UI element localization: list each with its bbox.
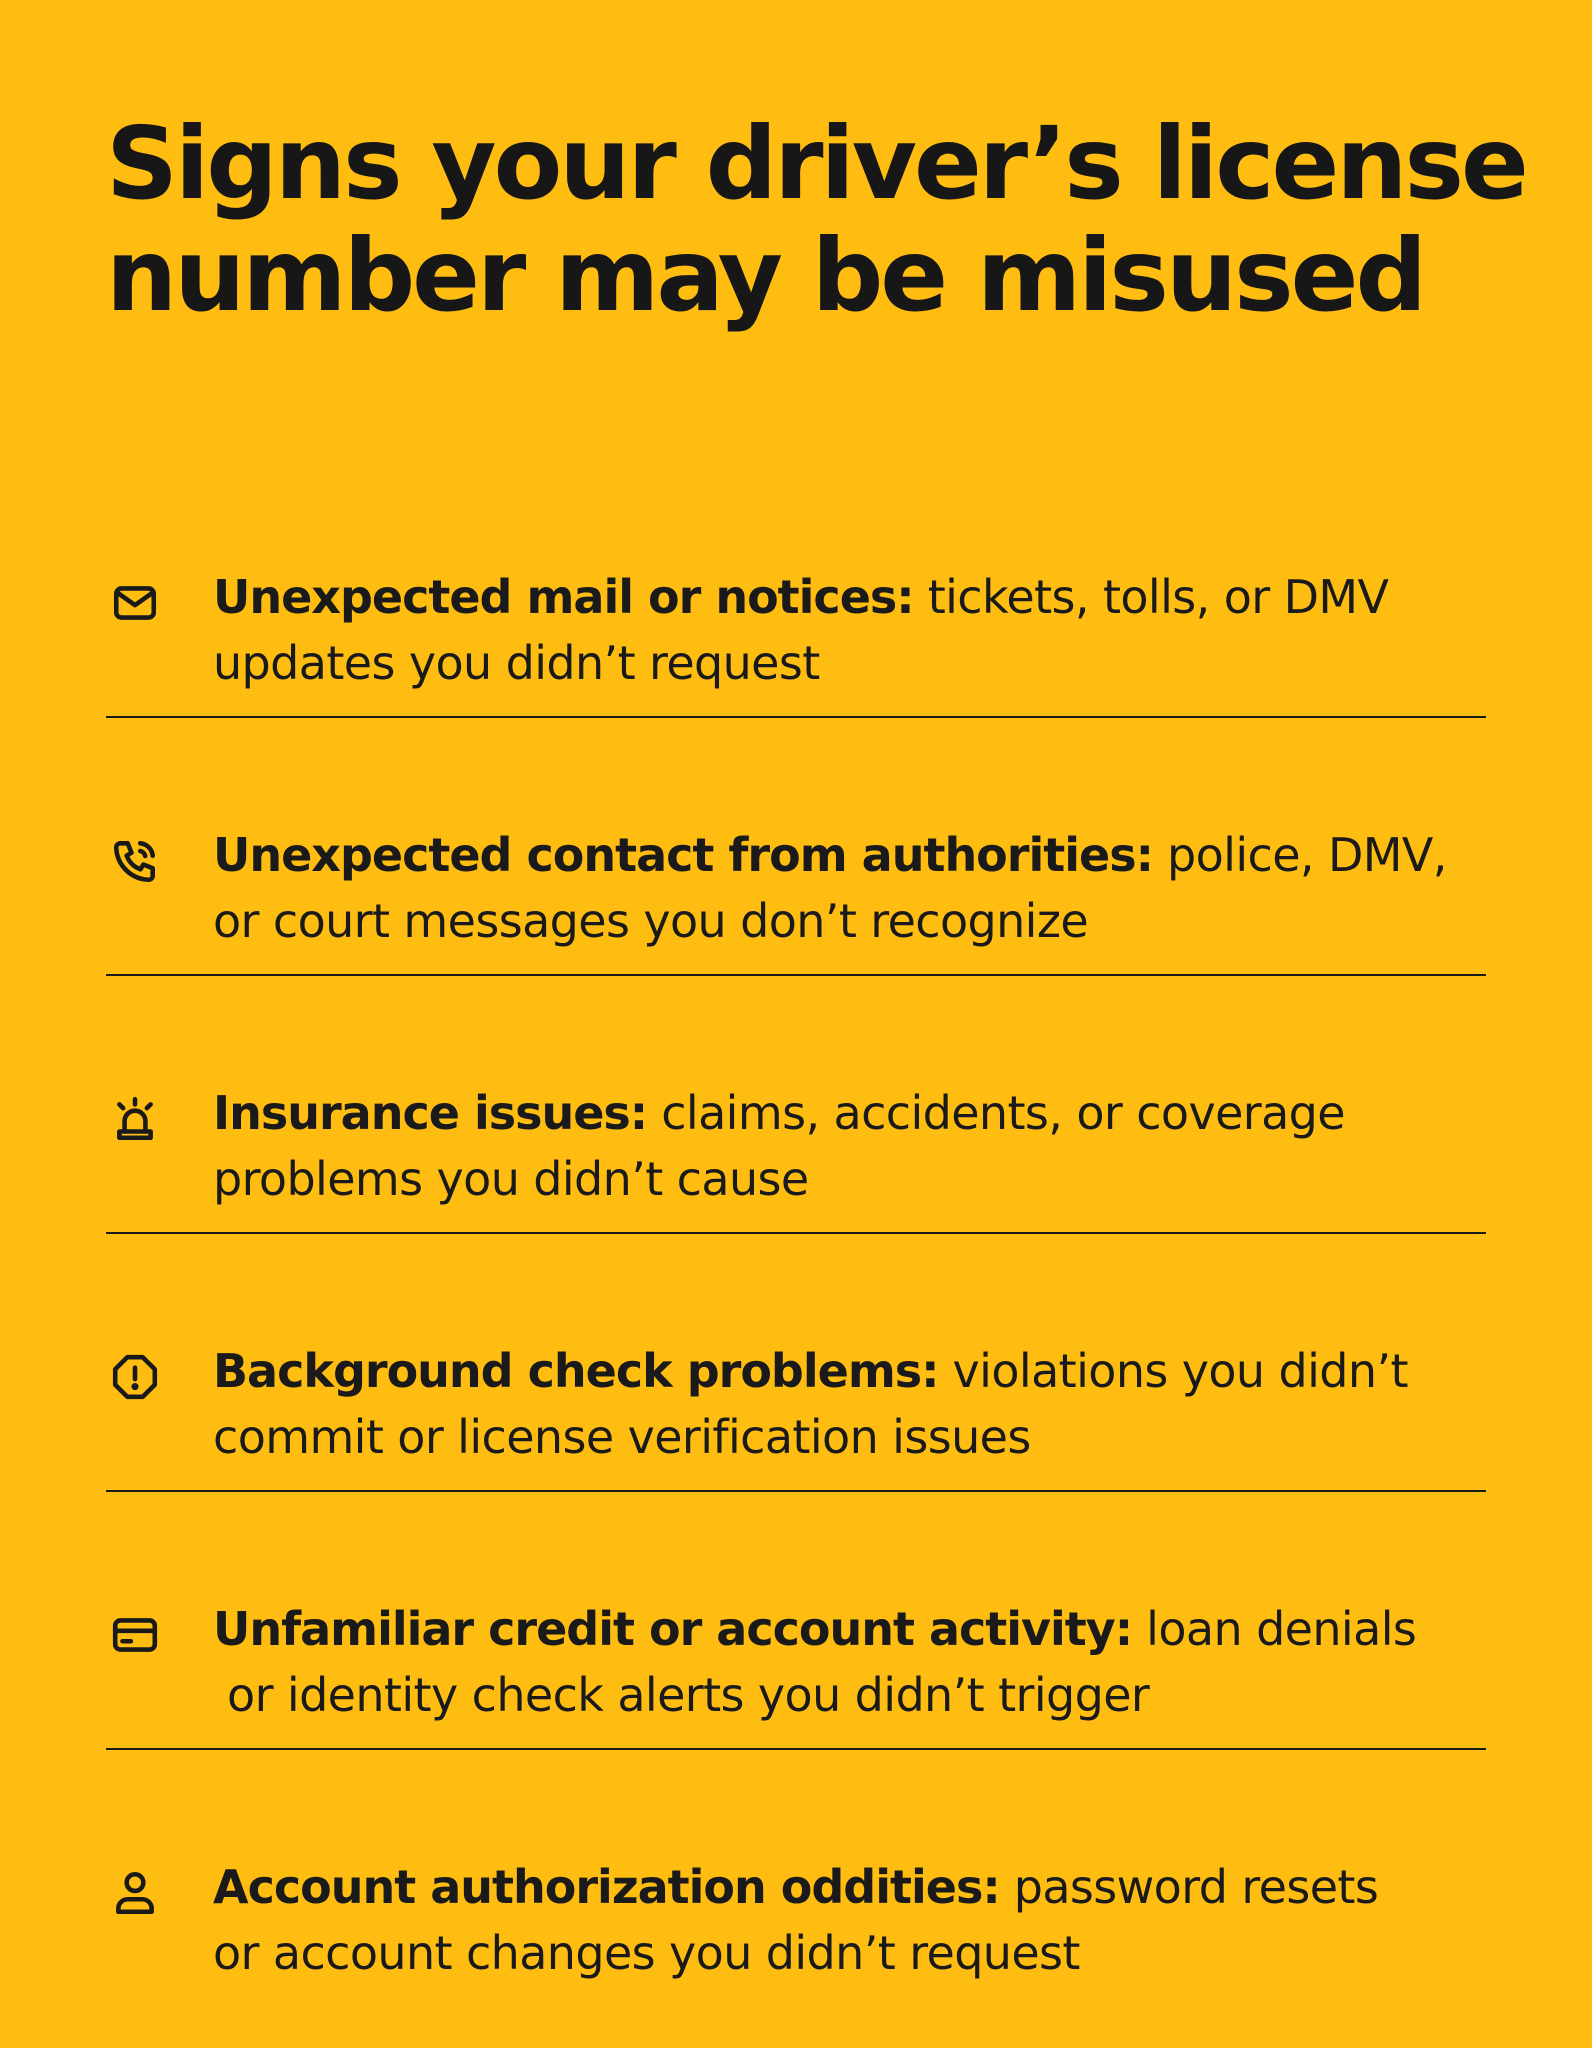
- page-title-line-1: Signs your driver’s license: [106, 105, 1526, 222]
- list-item-description: tickets, tolls, or DMV: [913, 570, 1389, 624]
- user-icon: [110, 1868, 160, 1918]
- phone-icon: [110, 836, 160, 886]
- list-item-text: [213, 1854, 1473, 1986]
- list-item-text: [213, 1596, 1473, 1728]
- signs-list: [106, 460, 1486, 2008]
- list-item-description-continued: or court messages you don’t recognize: [213, 894, 1089, 948]
- alert-octagon-icon: [110, 1352, 160, 1402]
- list-item-heading: Unexpected contact from authorities:: [213, 828, 1153, 882]
- list-item-description: police, DMV,: [1152, 828, 1447, 882]
- list-item-mail: [106, 460, 1486, 718]
- list-item-heading: Unfamiliar credit or account activity:: [213, 1602, 1133, 1656]
- list-item-insurance: [106, 976, 1486, 1234]
- credit-card-icon: [110, 1610, 160, 1660]
- page-title-line-2: number may be misused: [106, 217, 1425, 334]
- list-item-text: [213, 564, 1473, 696]
- list-item-text: [213, 1338, 1473, 1470]
- list-item-background-check: [106, 1234, 1486, 1492]
- list-item-description-continued: or identity check alerts you didn’t trigger: [213, 1668, 1150, 1722]
- list-item-heading: Unexpected mail or notices:: [213, 570, 914, 624]
- siren-icon: [110, 1094, 160, 1144]
- list-item-text: [213, 822, 1473, 954]
- list-item-description-continued: problems you didn’t cause: [213, 1152, 809, 1206]
- list-item-description-continued: or account changes you didn’t request: [213, 1926, 1080, 1980]
- list-item-description: claims, accidents, or coverage: [647, 1086, 1345, 1140]
- envelope-icon: [110, 578, 160, 628]
- infographic: [106, 105, 1526, 1980]
- page-title: [106, 105, 1526, 334]
- list-item-authorities: [106, 718, 1486, 976]
- list-item-heading: Insurance issues:: [213, 1086, 648, 1140]
- list-item-text: [213, 1080, 1473, 1212]
- list-item-heading: Account authorization oddities:: [213, 1860, 1000, 1914]
- list-item-heading: Background check problems:: [213, 1344, 939, 1398]
- list-item-description-continued: updates you didn’t request: [213, 636, 820, 690]
- list-item-description: loan denials: [1132, 1602, 1417, 1656]
- list-item-description: password resets: [999, 1860, 1379, 1914]
- list-item-credit: [106, 1492, 1486, 1750]
- list-item-description: violations you didn’t: [938, 1344, 1408, 1398]
- list-item-account-authorization: [106, 1750, 1486, 2008]
- list-item-description-continued: commit or license verification issues: [213, 1410, 1031, 1464]
